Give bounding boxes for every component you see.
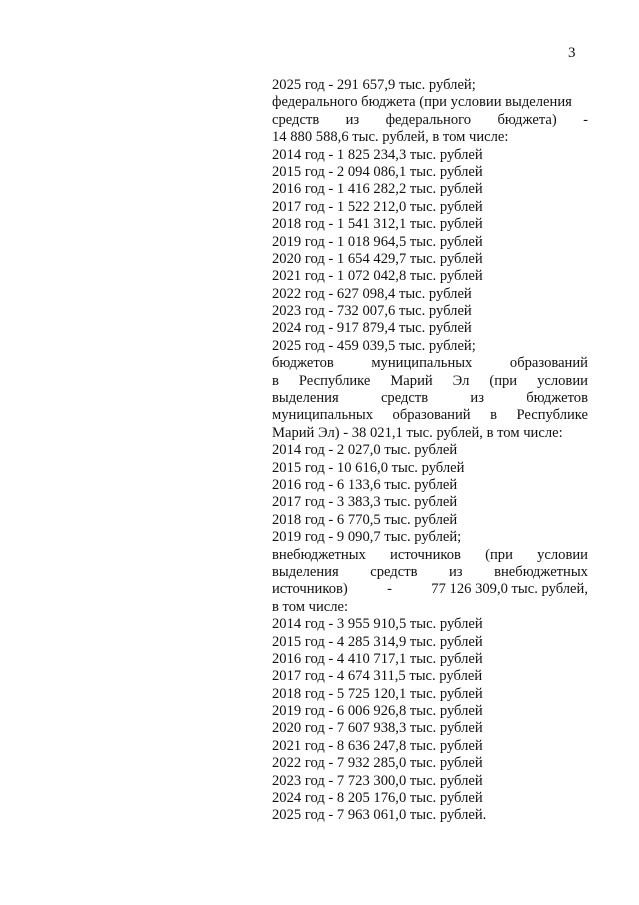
text-fragment: условии [537, 372, 588, 389]
text-fragment: 2014 год - 2 027,0 тыс. рублей [272, 442, 458, 459]
text-line [272, 425, 588, 442]
text-fragment: 2022 год - 627 098,4 тыс. рублей [272, 285, 472, 302]
text-line [272, 77, 588, 94]
text-fragment: 14 880 588,6 тыс. рублей, в том числе: [272, 129, 509, 146]
text-fragment: бюджетов [272, 355, 334, 372]
text-fragment: 2016 год - 4 410 717,1 тыс. рублей [272, 650, 483, 667]
text-line [272, 216, 588, 233]
text-line [272, 755, 588, 772]
text-fragment: 2022 год - 7 932 285,0 тыс. рублей [272, 755, 483, 772]
text-fragment: источников) [272, 581, 348, 598]
text-line [272, 494, 588, 511]
text-fragment: 2025 год - 7 963 061,0 тыс. рублей. [272, 807, 487, 824]
text-line [272, 599, 588, 616]
text-fragment: выделения [272, 563, 339, 580]
text-line [272, 355, 588, 372]
text-fragment: источников [390, 546, 461, 563]
text-line [272, 581, 588, 598]
text-line [272, 303, 588, 320]
text-line [272, 164, 588, 181]
document-body [272, 77, 588, 825]
text-fragment: 2024 год - 8 205 176,0 тыс. рублей [272, 790, 483, 807]
text-fragment: 2015 год - 4 285 314,9 тыс. рублей [272, 633, 483, 650]
text-line [272, 616, 588, 633]
text-fragment: в [490, 407, 497, 424]
text-fragment: муниципальных [272, 407, 374, 424]
text-fragment: 2020 год - 1 654 429,7 тыс. рублей [272, 250, 483, 267]
text-fragment: Республике [516, 407, 588, 424]
text-line [272, 251, 588, 268]
text-line [272, 199, 588, 216]
text-line [272, 373, 588, 390]
text-line [272, 668, 588, 685]
text-line [272, 286, 588, 303]
text-fragment: 2020 год - 7 607 938,3 тыс. рублей [272, 720, 483, 737]
text-line [272, 686, 588, 703]
text-fragment: 2015 год - 2 094 086,1 тыс. рублей [272, 163, 483, 180]
text-fragment: условии [537, 546, 588, 563]
text-line [272, 564, 588, 581]
text-line [272, 512, 588, 529]
text-fragment: 2023 год - 732 007,6 тыс. рублей [272, 303, 472, 320]
text-fragment: 77 126 309,0 тыс. рублей, [431, 581, 588, 598]
text-fragment: в [272, 372, 279, 389]
text-fragment: средств [370, 563, 418, 580]
text-fragment: 2018 год - 1 541 312,1 тыс. рублей [272, 216, 483, 233]
text-fragment: 2014 год - 1 825 234,3 тыс. рублей [272, 146, 483, 163]
text-line [272, 181, 588, 198]
text-fragment: средств [272, 111, 320, 128]
text-line [272, 529, 588, 546]
text-line [272, 547, 588, 564]
text-fragment: выделения [272, 390, 339, 407]
text-line [272, 738, 588, 755]
text-fragment: образований [509, 355, 588, 372]
text-line [272, 407, 588, 424]
text-line [272, 773, 588, 790]
text-fragment: Марий Эл) - 38 021,1 тыс. рублей, в том числе: [272, 424, 563, 441]
text-line [272, 234, 588, 251]
text-fragment: бюджета) [497, 111, 557, 128]
text-fragment: 2016 год - 1 416 282,2 тыс. рублей [272, 181, 483, 198]
text-fragment: из [470, 390, 484, 407]
text-fragment: Эл [452, 372, 470, 389]
text-line [272, 477, 588, 494]
text-line [272, 651, 588, 668]
text-fragment: муниципальных [371, 355, 473, 372]
text-line [272, 703, 588, 720]
text-fragment: Республике [298, 372, 371, 389]
text-line [272, 460, 588, 477]
text-line [272, 268, 588, 285]
text-fragment: 2017 год - 1 522 212,0 тыс. рублей [272, 198, 483, 215]
text-fragment: - [387, 581, 392, 598]
text-line [272, 94, 588, 111]
text-line [272, 338, 588, 355]
text-fragment: 2021 год - 1 072 042,8 тыс. рублей [272, 268, 483, 285]
text-fragment: 2023 год - 7 723 300,0 тыс. рублей [272, 772, 483, 789]
text-fragment: 2021 год - 8 636 247,8 тыс. рублей [272, 737, 483, 754]
text-fragment: 2025 год - 459 039,5 тыс. рублей; [272, 337, 476, 354]
text-line [272, 634, 588, 651]
text-fragment: 2025 год - 291 657,9 тыс. рублей; [272, 77, 476, 93]
text-fragment: 2018 год - 6 770,5 тыс. рублей [272, 511, 458, 528]
text-line [272, 129, 588, 146]
text-fragment: 2019 год - 1 018 964,5 тыс. рублей [272, 233, 483, 250]
text-fragment: из [449, 563, 463, 580]
text-line [272, 790, 588, 807]
text-fragment: из [345, 111, 360, 128]
text-line [272, 442, 588, 459]
text-line [272, 720, 588, 737]
text-fragment: 2019 год - 6 006 926,8 тыс. рублей [272, 703, 483, 720]
text-fragment: Марий [390, 372, 433, 389]
page-number: 3 [568, 45, 576, 61]
text-line [272, 807, 588, 824]
text-fragment: - [583, 111, 588, 128]
text-fragment: средств [380, 390, 429, 407]
text-fragment: 2015 год - 10 616,0 тыс. рублей [272, 459, 465, 476]
text-fragment: внебюджетных [494, 563, 588, 580]
text-fragment: внебюджетных [272, 546, 366, 563]
text-fragment: федерального [385, 111, 472, 128]
text-fragment: 2018 год - 5 725 120,1 тыс. рублей [272, 685, 483, 702]
text-line [272, 320, 588, 337]
text-line [272, 112, 588, 129]
text-fragment: федерального бюджета (при условии выделения [272, 94, 572, 111]
text-line [272, 390, 588, 407]
text-fragment: 2017 год - 4 674 311,5 тыс. рублей [272, 668, 483, 685]
text-line [272, 147, 588, 164]
text-fragment: 2019 год - 9 090,7 тыс. рублей; [272, 529, 462, 546]
text-fragment: (при [485, 546, 513, 563]
text-fragment: (при [489, 372, 518, 389]
text-fragment: 2016 год - 6 133,6 тыс. рублей [272, 476, 458, 493]
text-fragment: 2017 год - 3 383,3 тыс. рублей [272, 494, 458, 511]
text-fragment: 2014 год - 3 955 910,5 тыс. рублей [272, 616, 483, 633]
text-fragment: в том числе: [272, 598, 349, 615]
text-fragment: образований [392, 407, 471, 424]
text-fragment: 2024 год - 917 879,4 тыс. рублей [272, 320, 472, 337]
text-fragment: бюджетов [526, 390, 588, 407]
